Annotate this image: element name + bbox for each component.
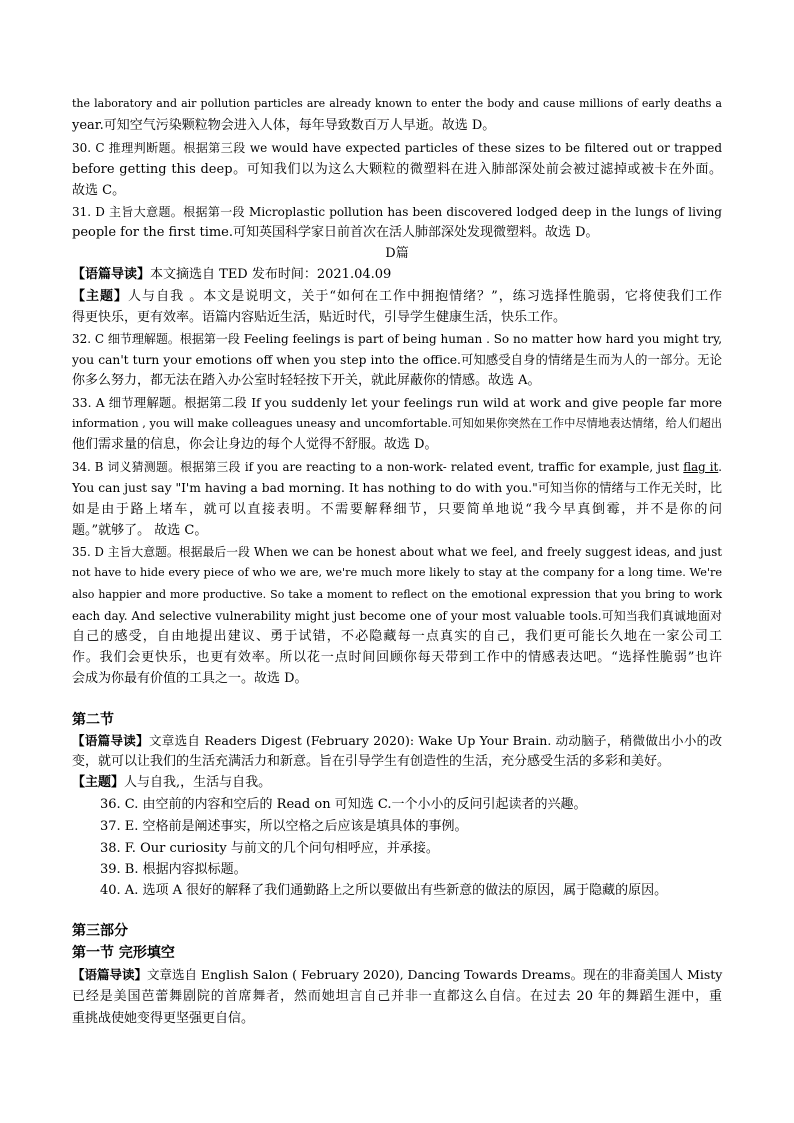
text-line: 自己的感受，自由地提出建议、勇于试错，不必隐藏每一点真实的自己，我们更可能长久地在一家公司工 [72,629,722,644]
answer-36: 36. C. 由空前的内容和空后的 Read on 可知选 C.一个小小的反问引起读者的兴趣。 [100,797,587,812]
text-line: not have to hide every piece of who we are, we're much more likely to stay at the company for a long time. We're [72,566,722,579]
text-line: 得更快乐，更有效率。语篇内容贴近生活，贴近时代，引导学生健康生活，快乐工作。 [72,310,567,325]
tag-label: 【语篇导读】 [72,967,148,982]
text-span: . [718,460,722,474]
text-line: you can't turn your emotions off when you step into the office.可知感受自身的情绪是生而为人的一部分。无论 [72,353,722,367]
text-line: 重挑战使她变得更坚强更自信。 [72,1011,255,1026]
reading-intro [72,731,722,751]
text-line: 题。”就够了。 故选 C。 [72,523,208,538]
text-line: 会成为你最有价值的工具之一。故选 D。 [72,671,308,686]
text-line: each day. And selective vulnerability might just become one of your most valuable tools.可知当我们真诚地面对 [72,609,722,623]
text-line: 变，就可以让我们的生活充满活力和新意。旨在引导学生有创造性的生活，充分感受生活的多彩和美好。 [72,754,671,769]
reading-intro [72,265,722,285]
text-line: year.可知空气污染颗粒物会进入人体，每年导致数百万人早逝。故选 D。 [72,118,496,133]
theme-line [72,773,722,793]
answer-40: 40. A. 选项 A 很好的解释了我们通勤路上之所以要做出有些新意的做法的原因，属于隐藏的原因。 [100,883,668,898]
text-line: 已经是美国芭蕾舞剧院的首席舞者，然而她坦言自己并非一直都这么自信。在过去 20 年的舞蹈生涯中，重 [72,989,722,1004]
text-line: You can just say "I'm having a bad morning. It has nothing to do with you."可知当你的情绪与工作无关时，比 [72,481,722,495]
section-heading-part3: 第三部分 [72,923,128,939]
tag-text: 文章选自 Readers Digest (February 2020): Wake Up Your Brain. 动动脑子，稍微做出小小的改 [148,733,722,748]
theme-line [72,287,722,307]
tag-label: 【主题】 [72,775,125,790]
text-line: 如是由于路上堵车，就可以直接表明。不需要解释细节，只要简单地说“我今早真倒霉，并不是你的问 [72,502,722,517]
text-line: 故选 C。 [72,183,126,198]
text-line: the laboratory and air pollution particles are already known to enter the body and cause millions of early deaths a [72,97,722,110]
underlined-phrase: flag it [683,460,719,474]
answer-34 [72,457,722,477]
tag-text: 人与自我 。本文是说明文，关于“如何在工作中拥抱情绪？”，练习选择性脆弱，它将使我们工作 [128,289,722,304]
text-line: information , you will make colleagues uneasy and uncomfortable.可知如果你突然在工作中尽情地表达情绪，给人们超出 [72,417,722,430]
section-heading-d: D篇 [385,246,409,261]
answer-31: 31. D 主旨大意题。根据第一段 Microplastic pollution has been discovered lodged deep in the lungs of living [72,205,722,219]
section-heading-part2: 第二节 [72,712,114,728]
answer-38: 38. F. Our curiosity 与前文的几个问句相呼应，并承接。 [100,841,439,856]
answer-30: 30. C 推理判断题。根据第三段 we would have expected particles of these sizes to be filtered out or trapped [72,141,722,155]
text-line: also happier and more productive. So take a moment to reflect on the emotional expression that you bring to work [72,588,722,601]
tag-text: 本文摘选自 TED 发布时间：2021.04.09 [150,267,392,282]
tag-text: 人与自我,，生活与自我。 [124,775,272,790]
answer-37: 37. E. 空格前是阐述事实，所以空格之后应该是填具体的事例。 [100,819,468,834]
answer-39: 39. B. 根据内容拟标题。 [100,862,247,877]
answer-32: 32. C 细节理解题。根据第一段 Feeling feelings is part of being human . So no matter how hard you might try, [72,332,723,346]
text-line: before getting this deep。可知我们以为这么大颗粒的微塑料在进入肺部深处前会被过滤掉或被卡在外面。 [72,162,722,177]
reading-intro [72,965,722,985]
section-heading-cloze: 第一节 完形填空 [72,945,175,961]
tag-text: 文章选自 English Salon ( February 2020), Dancing Towards Dreams。现在的非裔美国人 Misty [147,967,723,982]
text-line: 他们需求量的信息，你会让身边的每个人觉得不舒服。故选 D。 [72,437,438,452]
answer-35: 35. D 主旨大意题。根据最后一段 When we can be honest about what we feel, and freely suggest ideas, and just [72,545,722,559]
text-line: 你多么努力，都无法在踏入办公室时轻轻按下开关，就此屏蔽你的情感。故选 A。 [72,373,541,388]
tag-label: 【主题】 [72,289,129,304]
tag-label: 【语篇导读】 [72,267,151,282]
text-span: 34. B 词义猜测题。根据第三段 if you are reacting to a non-work- related event, traffic for example, just [72,460,684,474]
text-line: 作。我们会更快乐，也更有效率。所以花一点时间回顾你每天带到工作中的情感表达吧。“选择性脆弱”也许 [72,650,722,665]
tag-label: 【语篇导读】 [72,733,149,748]
text-line: people for the first time.可知英国科学家日前首次在活人肺部深处发现微塑料。故选 D。 [72,225,599,240]
answer-33: 33. A 细节理解题。根据第二段 If you suddenly let your feelings run wild at work and give people far more [72,396,722,410]
